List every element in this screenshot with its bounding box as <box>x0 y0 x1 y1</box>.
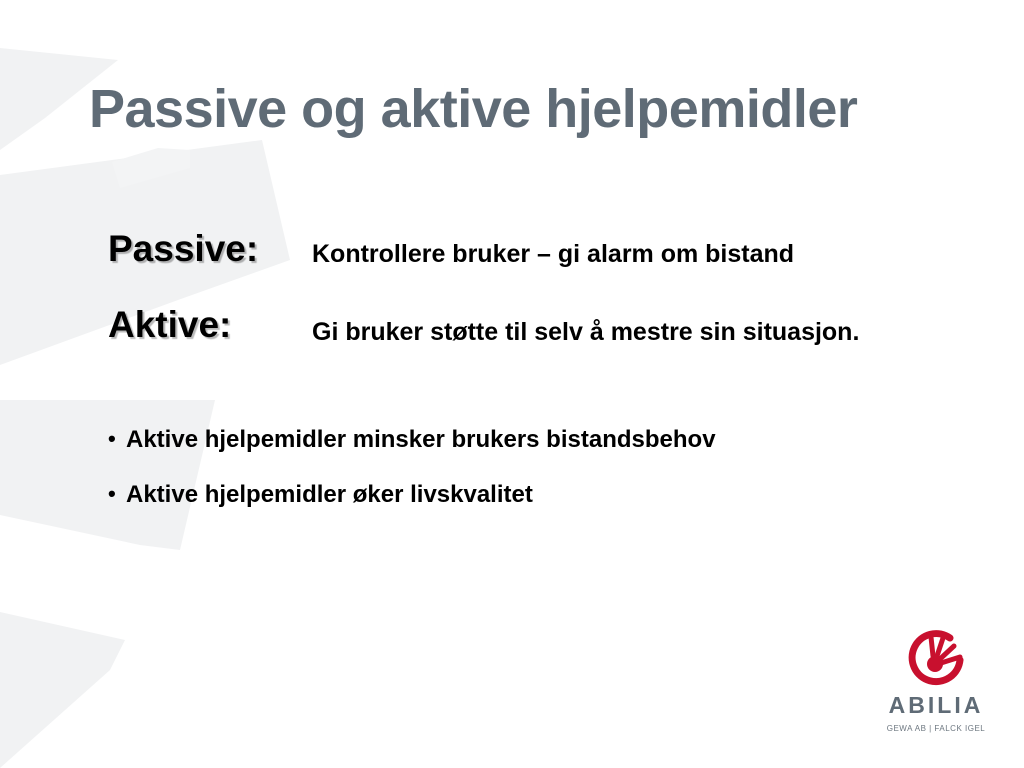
definition-text: Kontrollere bruker – gi alarm om bistand <box>312 240 795 268</box>
definition-term: Aktive: <box>108 304 232 345</box>
logo-name: ABILIA <box>888 692 984 718</box>
bullet-text: Aktive hjelpemidler øker livskvalitet <box>126 481 533 508</box>
bullet-text: Aktive hjelpemidler minsker brukers bistandsbehov <box>126 426 716 453</box>
abilia-logo <box>884 626 988 742</box>
logo-subtitle: GEWA AB | FALCK IGEL <box>886 724 986 733</box>
definition-term: Passive: <box>108 228 259 269</box>
bullet-marker: • <box>108 481 116 506</box>
background-shape <box>0 612 125 768</box>
bullet-marker: • <box>108 426 116 451</box>
definition-text: Gi bruker støtte til selv å mestre sin situasjon. <box>312 318 860 346</box>
slide-title: Passive og aktive hjelpemidler <box>89 79 858 139</box>
background-shape <box>0 400 215 550</box>
abilia-hand-icon <box>904 626 968 690</box>
